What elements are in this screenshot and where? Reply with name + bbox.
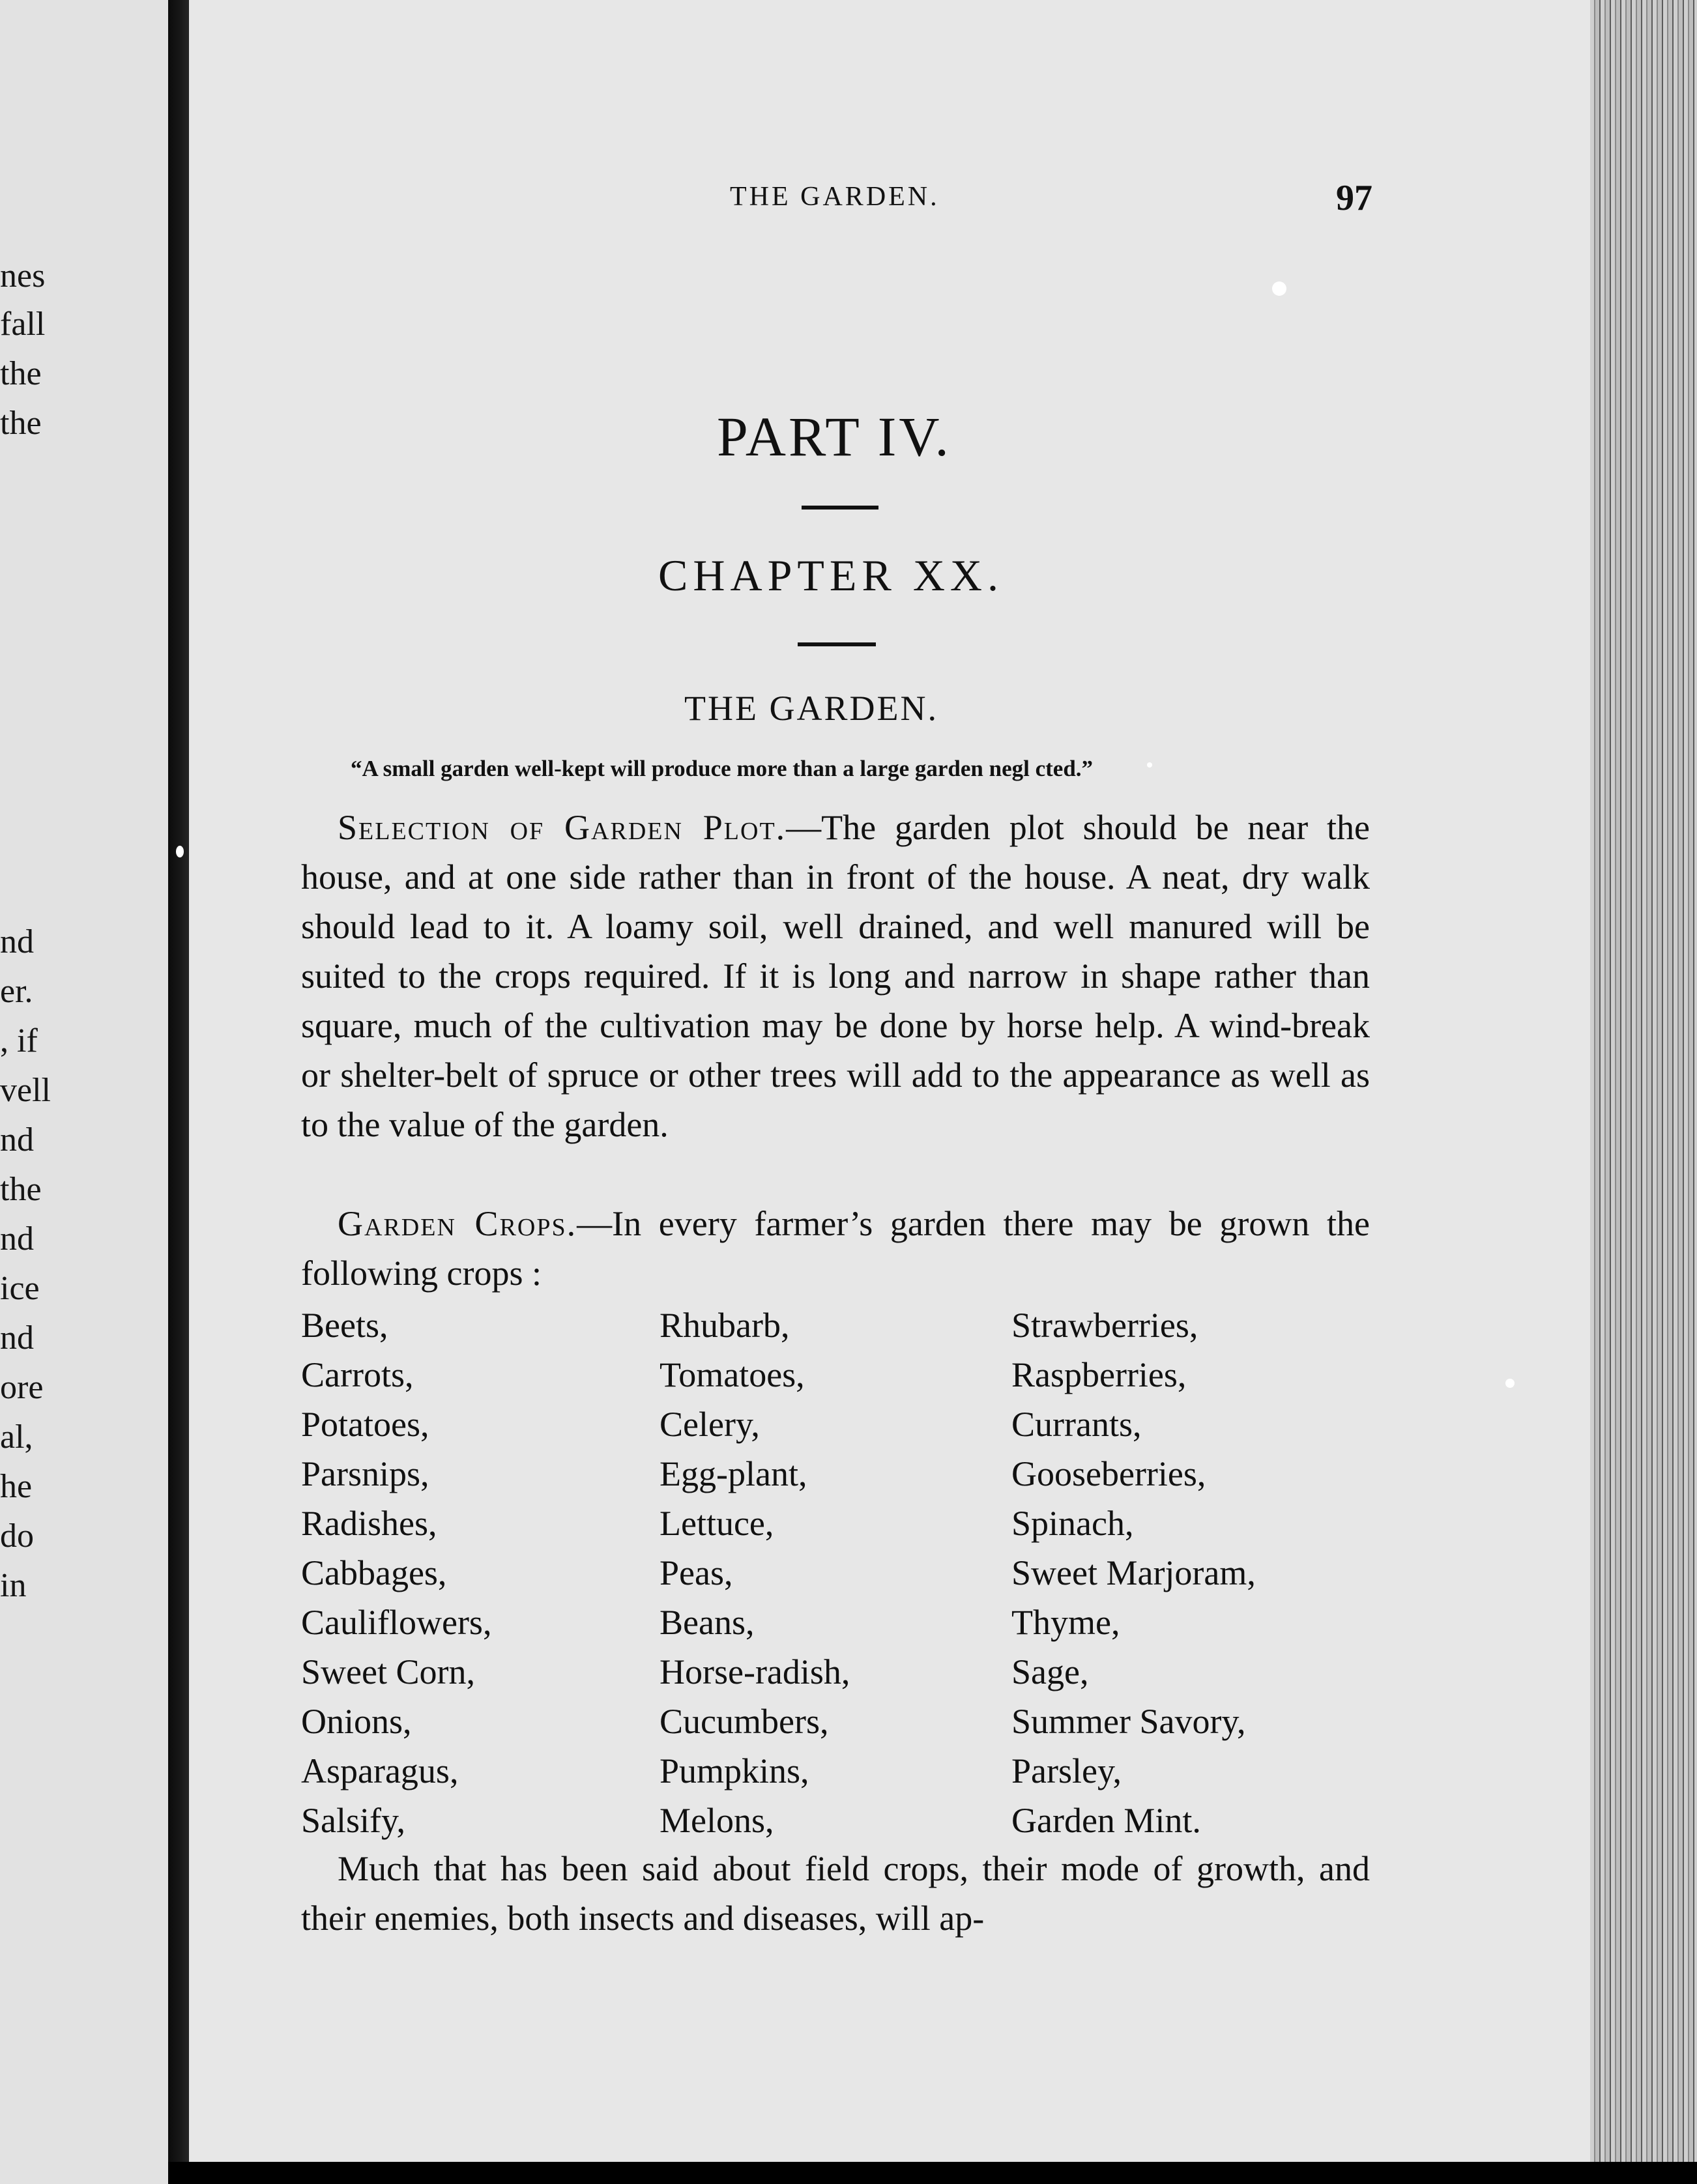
- crop-item: Parsnips,: [301, 1454, 429, 1493]
- crop-item: Garden Mint.: [1011, 1801, 1201, 1840]
- crop-item: Salsify,: [301, 1801, 405, 1840]
- crop-item: Summer Savory,: [1011, 1702, 1246, 1741]
- crop-item: Celery,: [660, 1405, 760, 1444]
- crop-item: Strawberries,: [1011, 1306, 1198, 1345]
- paragraph-crops: [301, 1199, 1370, 1298]
- previous-page-text-fragment: er.: [0, 973, 33, 1010]
- page-edges: [1590, 0, 1697, 2184]
- previous-page-text-fragment: al,: [0, 1418, 33, 1456]
- crop-item: Beets,: [301, 1306, 388, 1345]
- crop-item: Carrots,: [301, 1355, 414, 1394]
- previous-page-text-fragment: ice: [0, 1270, 40, 1307]
- crop-item: Parsley,: [1011, 1751, 1122, 1790]
- previous-page-text-fragment: ore: [0, 1369, 44, 1406]
- scan-speck: [176, 846, 184, 857]
- crop-item: Pumpkins,: [660, 1751, 809, 1790]
- paragraph-selection: [301, 803, 1370, 1149]
- crop-item: Melons,: [660, 1801, 774, 1840]
- previous-page-text-fragment: vell: [0, 1072, 51, 1109]
- previous-page-text-fragment: he: [0, 1468, 33, 1505]
- crop-item: Asparagus,: [301, 1751, 459, 1790]
- paragraph-text: —The garden plot should be near the house, and at one side rather than in front of the house. A neat, dry walk should lead to it. A loamy soil, well drained, and well manured will be suited to the crops required. If it is long and narrow in shape rather than square, much of the cultivation may be done by horse help. A wind-break or shelter-belt of spruce or other trees will add to the appearance as well as to the value of the garden.: [301, 808, 1370, 1144]
- scan-speck: [1505, 1379, 1515, 1388]
- heading-rule: [798, 642, 876, 646]
- page-number: 97: [1336, 178, 1372, 218]
- crop-item: Sweet Corn,: [301, 1652, 475, 1691]
- paragraph-lead: Garden Crops.: [338, 1204, 577, 1243]
- previous-page-text-fragment: nd: [0, 1121, 34, 1158]
- crop-item: Spinach,: [1011, 1504, 1134, 1543]
- crop-item: Onions,: [301, 1702, 412, 1741]
- crop-item: Egg-plant,: [660, 1454, 807, 1493]
- previous-page-text-fragment: the: [0, 405, 42, 442]
- paragraph-final: Much that has been said about field crops, their mode of growth, and their enemies, both insects and diseases, will ap-: [301, 1849, 1370, 1938]
- previous-page-text-fragment: nd: [0, 923, 34, 960]
- chapter-heading: CHAPTER XX.: [658, 551, 1004, 600]
- running-head: THE GARDEN.: [730, 182, 940, 212]
- section-title: THE GARDEN.: [684, 689, 938, 728]
- paragraph-lead: Selection of Garden Plot.: [338, 808, 787, 847]
- bottom-shadow: [168, 2162, 1697, 2184]
- paragraph-text: —In every farmer’s garden there may be grown the following crops :: [301, 1204, 1370, 1293]
- crop-item: Beans,: [660, 1603, 755, 1642]
- crop-item: Tomatoes,: [660, 1355, 805, 1394]
- crop-item: Cucumbers,: [660, 1702, 829, 1741]
- previous-page-text-fragment: the: [0, 1171, 42, 1208]
- previous-page-text-fragment: nes: [0, 257, 46, 295]
- crop-item: Potatoes,: [301, 1405, 429, 1444]
- book-gutter: [168, 0, 189, 2184]
- previous-page-text-fragment: , if: [0, 1022, 38, 1059]
- heading-rule: [802, 506, 878, 510]
- crop-item: Raspberries,: [1011, 1355, 1187, 1394]
- crop-item: Gooseberries,: [1011, 1454, 1206, 1493]
- previous-page-text-fragment: nd: [0, 1319, 34, 1357]
- scan-speck: [1147, 762, 1152, 768]
- crop-item: Currants,: [1011, 1405, 1142, 1444]
- previous-page-text-fragment: the: [0, 355, 42, 392]
- epigraph: “A small garden well-kept will produce more than a large garden negl cted.”: [351, 756, 1094, 781]
- crop-item: Sage,: [1011, 1652, 1089, 1691]
- previous-page-text-fragment: nd: [0, 1220, 34, 1257]
- crop-list: [301, 1300, 1370, 1845]
- scan-speck: [1272, 281, 1286, 296]
- previous-page-edge: [0, 0, 168, 2184]
- crop-item: Cauliflowers,: [301, 1603, 492, 1642]
- previous-page-text-fragment: in: [0, 1567, 27, 1604]
- crop-item: Rhubarb,: [660, 1306, 790, 1345]
- crop-item: Radishes,: [301, 1504, 437, 1543]
- previous-page-text-fragment: do: [0, 1517, 34, 1555]
- previous-page-text-fragment: fall: [0, 306, 46, 343]
- crop-item: Cabbages,: [301, 1553, 447, 1592]
- crop-item: Horse-radish,: [660, 1652, 850, 1691]
- crop-item: Thyme,: [1011, 1603, 1120, 1642]
- crop-item: Lettuce,: [660, 1504, 774, 1543]
- part-heading: PART IV.: [717, 405, 951, 468]
- crop-item: Peas,: [660, 1553, 733, 1592]
- crop-item: Sweet Marjoram,: [1011, 1553, 1256, 1592]
